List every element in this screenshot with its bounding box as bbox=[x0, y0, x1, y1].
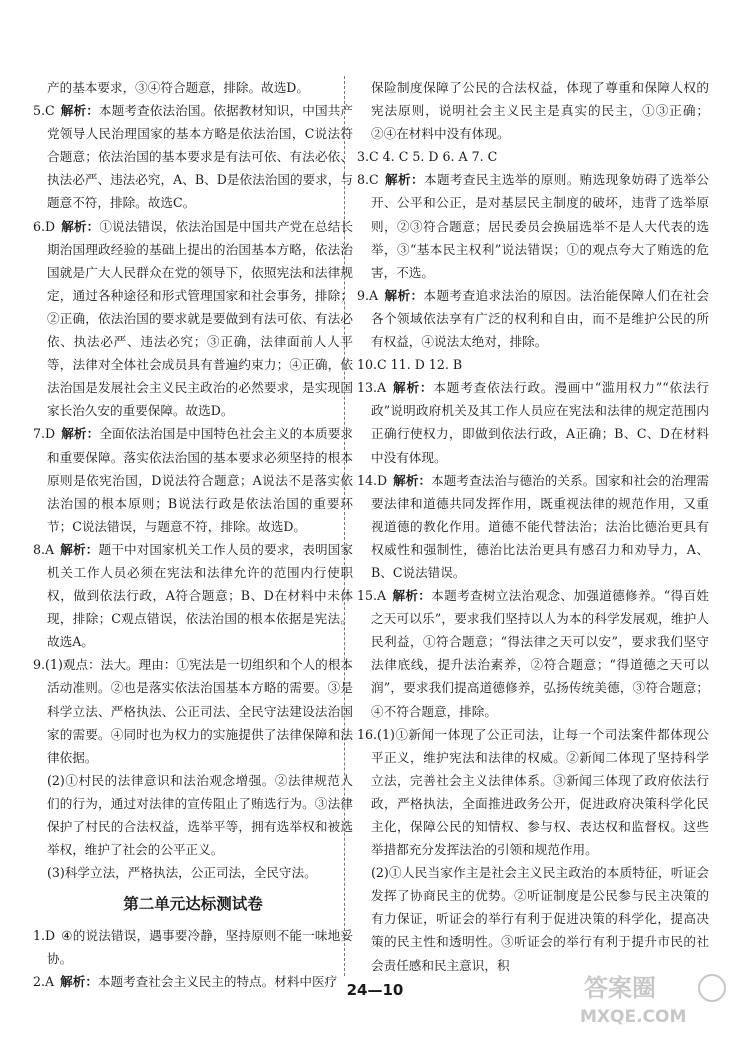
answer-item-s2: 2.A 解析：本题考查社会主义民主的特点。材料中医疗 bbox=[33, 974, 338, 990]
answer-list-10-12: 10.C 11. D 12. B bbox=[357, 357, 463, 373]
answer-item-9: 9.A 解析：本题考查追求法治的原因。法治能保障人们在社会各个领域依法享有广泛的权利和自由，而不是维护公民的所有权益，④说法太绝对，排除。 bbox=[357, 287, 710, 350]
answer-paragraph: 产的基本要求，③④符合题意，排除。故选D。 bbox=[47, 80, 309, 95]
answer-item-s1: 1.D ④的说法错误，遇事要冷静，坚持原则不能一味地妥协。 bbox=[33, 928, 353, 967]
answer-item-9-part3: (3)科学立法，严格执法，公正司法，全民守法。 bbox=[47, 865, 317, 881]
answer-list-3-7: 3.C 4. C 5. D 6. A 7. C bbox=[357, 149, 498, 165]
answer-paragraph: 保险制度保障了公民的合法权益，体现了尊重和保障人权的宪法原则，说明社会主义民主是真实的民主，①③正确；②④在材料中没有体现。 bbox=[371, 80, 709, 142]
section-title: 第二单元达标测试卷 bbox=[123, 895, 263, 914]
watermark-line2: MXQE.COM bbox=[580, 1007, 687, 1027]
site-watermark-logo bbox=[572, 970, 732, 1028]
watermark-line1: 答案圈 bbox=[584, 974, 656, 1002]
watermark-circle-icon bbox=[699, 975, 725, 1001]
answer-item-16-part1: 16.(1)①新闻一体现了公正司法，让每一个司法案件都体现公平正义，维护宪法和法律的权威。②新闻二体现了坚持科学立法，完善社会主义法律体系。③新闻三体现了政府依法行政，严格执法，全面推进政务公开，促进政府决策科学化民主化，保障公民的知情权、参与权、表达权和监督权。这些举措都充分发挥法治的引领和规范作用。 bbox=[357, 726, 709, 858]
answer-item-9-part1: 9.(1)观点：法大。理由：①宪法是一切组织和个人的根本活动准则。②也是落实依法治国基本方略的需要。③是科学立法、严格执法、公正司法、全民守法建设法治国家的需要。④同时也为权力的实施提供了法律保障和法律依据。 bbox=[33, 657, 353, 765]
answer-item-7: 7.D 解析：全面依法治国是中国特色社会主义的本质要求和重要保障。落实依法治国的基本要求必须坚持的根本原则是依宪治国，D说法符合题意；A说法不是落实依法治国的根本原则；B说法行政是依法治国的重要环节；C说法错误，与题意不符，排除。故选D。 bbox=[33, 426, 354, 534]
answer-item-15: 15.A 解析：本题考查树立法治观念、加强道德修养。“得百姓之天可以乐”，要求我们坚持以人为本的科学发展观，维护人民利益，①符合题意；“得法律之天可以安”，要求我们坚守法律底线，提升法治素养，②符合题意；“得道德之天可以润”，要求我们提高道德修养，弘扬传统美德，③符合题意；④不符合题意，排除。 bbox=[357, 588, 709, 719]
answer-item-8: 8.C 解析：本题考查民主选举的原则。贿选现象妨碍了选举公开、公平和公正，是对基层民主制度的破坏，违背了选举原则，②③符合题意；居民委员会换届选举不是人大代表的选举，③“基本民主权利”说法错误；①的观点夸大了贿选的危害，不选。 bbox=[357, 172, 710, 280]
right-column bbox=[357, 76, 709, 977]
answer-item-6: 6.D 解析：①说法错误，依法治国是中国共产党在总结长期治国理政经验的基础上提出的治国基本方略，依法治国就是广大人民群众在党的领导下，依照宪法和法律规定，通过各种途径和形式管理国家和社会事务，排除；②正确，依法治国的要求就是要做到有法可依、有法必依、执法必严、违法必究；③正确，法律面前人人平等，法律对全体社会成员具有普遍约束力；④正确，依法治国是发展社会主义民主政治的必然要求，是实现国家长治久安的重要保障。故选D。 bbox=[33, 218, 354, 419]
answer-item-14: 14.D 解析：本题考查法治与德治的关系。国家和社会的治理需要法律和道德共同发挥作用，既重视法律的规范作用，又重视道德的教化作用。道德不能代替法治；法治比德治更具有权威性和强制性，德治比法治更具有感召力和劝导力，A、B、C说法错误。 bbox=[357, 472, 710, 580]
page-number: 24—10 bbox=[346, 981, 404, 999]
answer-item-16-part2: (2)①人民当家作主是社会主义民主政治的本质特征，听证会发挥了协商民主的优势。②听证制度是公民参与民主决策的有力保证，听证会的举行有利于促进决策的科学化，提高决策的民主性和透明性。③听证会的举行有利于提升市民的社会责任感和民主意识，积 bbox=[371, 865, 709, 973]
answer-item-9-part2: (2)①村民的法律意识和法治观念增强。②法律规范人们的行为，通过对法律的宣传阻止了贿选行为。③法律保护了村民的合法权益，选举平等，拥有选举权和被选举权，维护了社会的公平正义。 bbox=[47, 772, 353, 858]
answer-item-5: 5.C 解析：本题考查依法治国。依据教材知识，中国共产党领导人民治理国家的基本方略是依法治国，C说法符合题意；依法治国的基本要求是有法可依、有法必依、执法必严、违法必究，A、B、D是依法治国的要求，与题意不符，排除。故选C。 bbox=[33, 103, 354, 211]
answer-item-13: 13.A 解析：本题考查依法行政。漫画中“滥用权力”“依法行政”说明政府机关及其工作人员应在宪法和法律的规定范围内正确行使权力，即做到依法行政，A正确；B、C、D在材料中没有体现。 bbox=[357, 380, 709, 465]
answer-item-8: 8.A 解析：题干中对国家机关工作人员的要求，表明国家机关工作人员必须在宪法和法律允许的范围内行使职权，做到依法行政，A符合题意；B、D在材料中未体现，排除；C观点错误，依法治国的根本依据是宪法。故选A。 bbox=[33, 541, 354, 650]
left-column bbox=[33, 76, 353, 994]
